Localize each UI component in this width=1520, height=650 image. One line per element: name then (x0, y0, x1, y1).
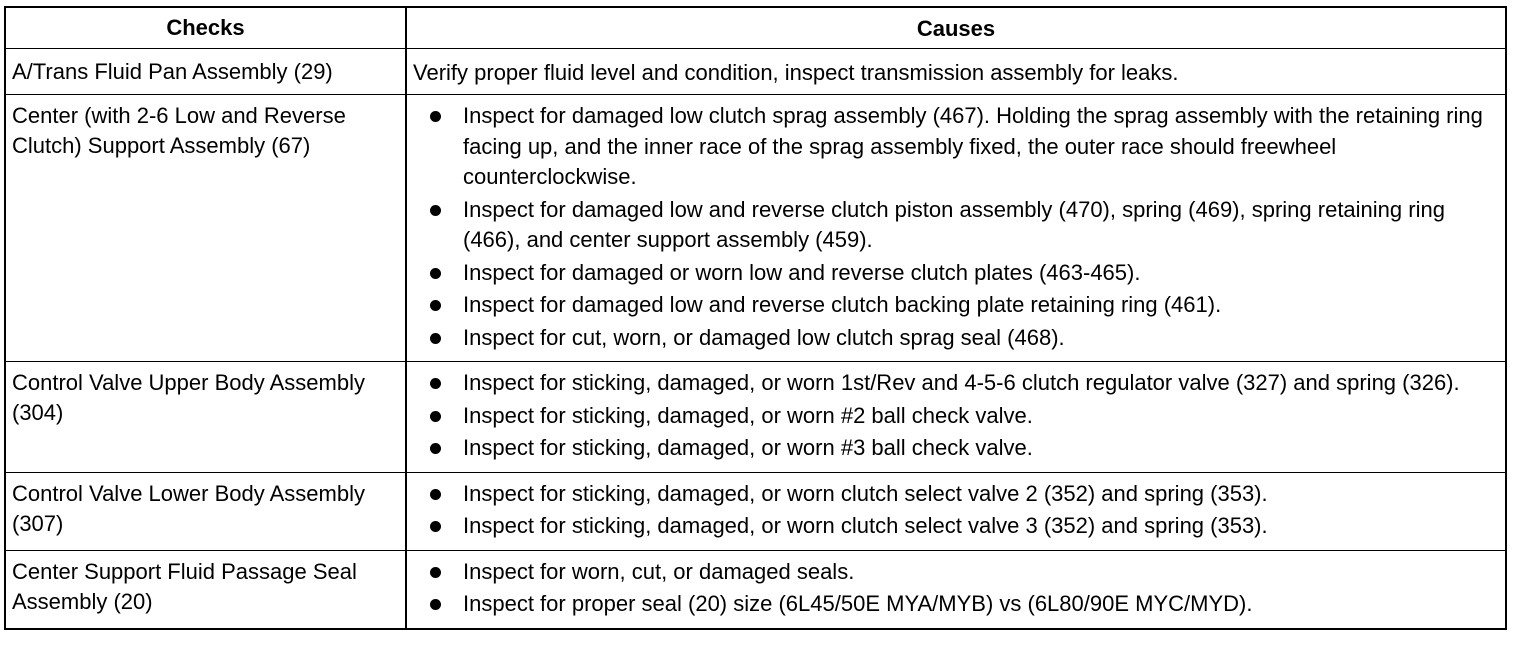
cause-cell (407, 473, 1505, 550)
cause-cell (407, 551, 1505, 628)
check-cell: A/Trans Fluid Pan Assembly (29) (6, 49, 407, 94)
cause-item (413, 323, 1497, 354)
table-row (6, 361, 1505, 472)
cause-item (413, 433, 1497, 464)
bullet-icon (430, 443, 441, 454)
table-row (6, 94, 1505, 361)
bullet-icon (430, 489, 441, 500)
bullet-icon (430, 599, 441, 610)
bullet-icon (430, 205, 441, 216)
cause-text: Inspect for sticking, damaged, or worn #2 ball check valve. (463, 402, 1033, 428)
cause-text: Inspect for damaged low clutch sprag assembly (467). Holding the sprag assembly with the retaining ring facing up, and the inner race of the sprag assembly fixed, the outer race should freewheel counterclockwise. (463, 103, 1483, 189)
cause-item (413, 101, 1497, 193)
bullet-icon (430, 521, 441, 532)
diagnostic-table (4, 6, 1507, 630)
bullet-icon (430, 333, 441, 344)
cause-text: Inspect for sticking, damaged, or worn #3 ball check valve. (463, 435, 1033, 460)
cause-list (413, 101, 1497, 353)
table-row (6, 472, 1505, 550)
bullet-icon (430, 111, 441, 122)
cause-list (413, 368, 1497, 464)
cause-text: Inspect for sticking, damaged, or worn clutch select valve 2 (352) and spring (353). (463, 480, 1268, 506)
check-cell: Control Valve Upper Body Assembly (304) (6, 362, 407, 472)
header-checks: Checks (6, 8, 407, 48)
cause-item (413, 511, 1497, 542)
bullet-icon (430, 300, 441, 311)
check-cell: Control Valve Lower Body Assembly (307) (6, 473, 407, 550)
cause-text: Inspect for worn, cut, or damaged seals. (463, 558, 855, 584)
cause-item (413, 195, 1497, 256)
bullet-icon (430, 378, 441, 389)
cause-text: Inspect for damaged low and reverse clutch piston assembly (470), spring (469), spring retaining ring (466), and center support assembly (459). (463, 196, 1445, 252)
cause-cell (407, 95, 1505, 361)
cause-text: Inspect for sticking, damaged, or worn 1st/Rev and 4-5-6 clutch regulator valve (327) and spring (326). (463, 370, 1460, 395)
cause-item (413, 368, 1497, 399)
bullet-icon (430, 268, 441, 279)
cause-item (413, 290, 1497, 321)
cause-item (413, 557, 1497, 588)
cause-text: Inspect for cut, worn, or damaged low clutch sprag seal (468). (463, 324, 1065, 350)
table-row (6, 48, 1505, 94)
cause-text: Inspect for damaged or worn low and reverse clutch plates (463-465). (463, 259, 1141, 285)
cause-cell: Verify proper fluid level and condition, inspect transmission assembly for leaks. (413, 60, 1179, 85)
bullet-icon (430, 411, 441, 422)
cause-text: Inspect for damaged low and reverse clutch backing plate retaining ring (461). (463, 292, 1222, 317)
cause-list (413, 557, 1497, 620)
cause-text: Inspect for proper seal (20) size (6L45/50E MYA/MYB) vs (6L80/90E MYC/MYD). (463, 591, 1253, 616)
cause-list (413, 479, 1497, 542)
cause-item (413, 258, 1497, 289)
cause-item (413, 479, 1497, 510)
check-cell: Center Support Fluid Passage Seal Assembly (20) (6, 551, 407, 628)
bullet-icon (430, 567, 441, 578)
check-cell: Center (with 2-6 Low and Reverse Clutch) Support Assembly (67) (6, 95, 407, 361)
cause-item (413, 589, 1497, 620)
table-row (6, 550, 1505, 628)
cause-text: Inspect for sticking, damaged, or worn clutch select valve 3 (352) and spring (353). (463, 513, 1268, 538)
table-header-row (6, 8, 1505, 48)
cause-item (413, 401, 1497, 432)
cause-cell (407, 362, 1505, 472)
header-causes: Causes (916, 15, 996, 41)
